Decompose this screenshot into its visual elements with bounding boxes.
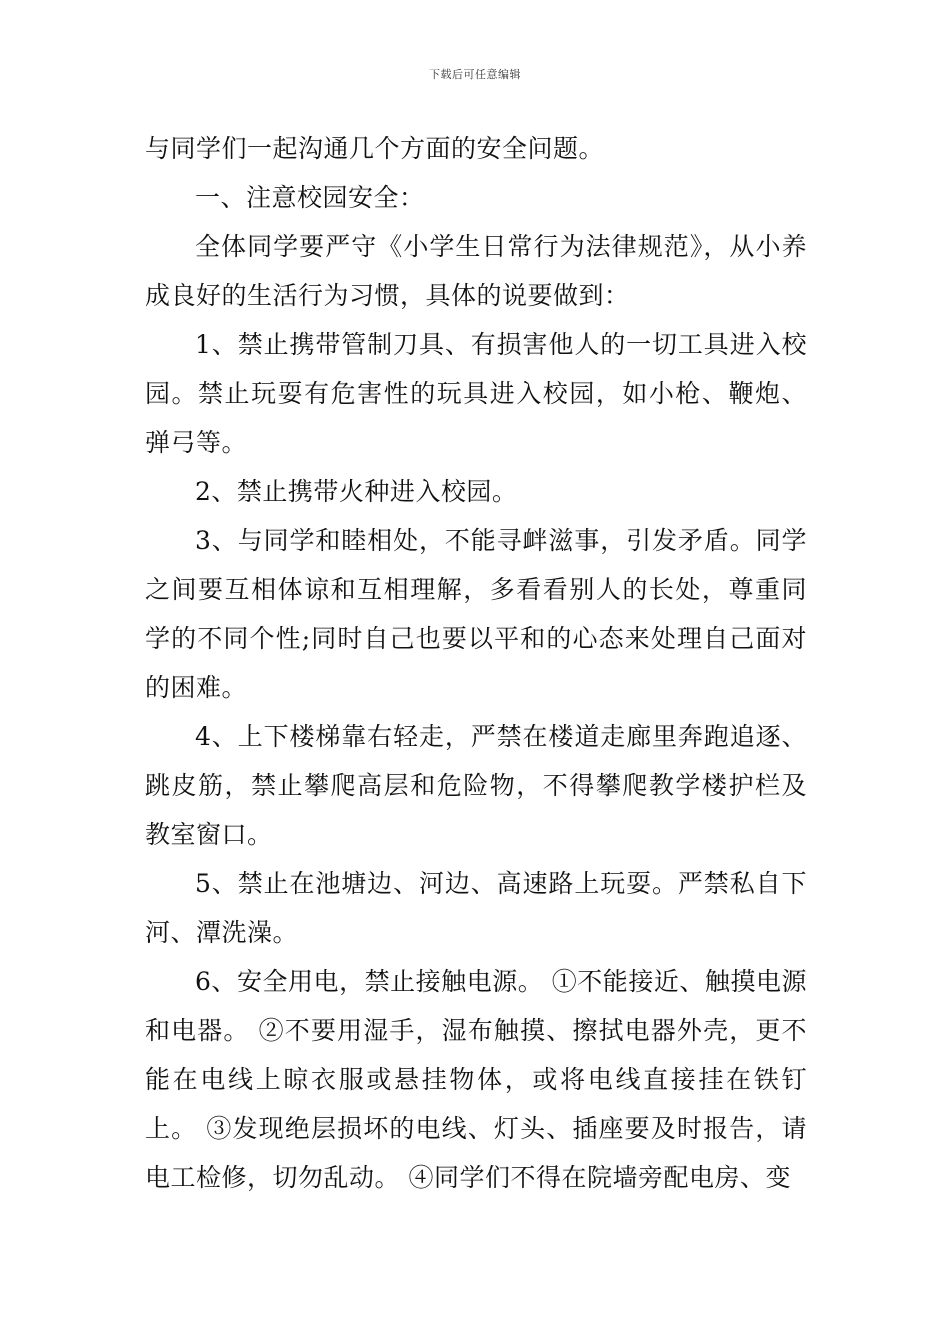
- paragraph-intro: 与同学们一起沟通几个方面的安全问题。: [145, 134, 605, 163]
- rule-item-5: 5、禁止在池塘边、河边、高速路上玩耍。严禁私自下河、潭洗澡。: [145, 869, 807, 947]
- rule-item-6: 6、安全用电，禁止接触电源。 ①不能接近、触摸电源和电器。 ②不要用湿手，湿布触摸、擦拭电器外壳，更不能在电线上晾衣服或悬挂物体，或将电线直接挂在铁钉上。 ③发现绝层损坏的电线、灯头、插座要及时报告，请电工检修，切勿乱动。 ④同学们不得在院墙旁配电房、变: [145, 967, 807, 1192]
- section-heading-campus-safety: 一、注意校园安全：: [195, 183, 425, 212]
- page-header: 下载后可任意编辑: [429, 68, 521, 81]
- rule-item-2: 2、禁止携带火种进入校园。: [195, 477, 518, 506]
- rule-item-1: 1、禁止携带管制刀具、有损害他人的一切工具进入校园。禁止玩耍有危害性的玩具进入校园，如小枪、鞭炮、弹弓等。: [145, 330, 807, 457]
- paragraph-rules-intro: 全体同学要严守《小学生日常行为法律规范》，从小养成良好的生活行为习惯，具体的说要做到：: [145, 232, 807, 310]
- document-body: [145, 124, 807, 1202]
- rule-item-3: 3、与同学和睦相处，不能寻衅滋事，引发矛盾。同学之间要互相体谅和互相理解，多看看别人的长处，尊重同学的不同个性;同时自己也要以平和的心态来处理自己面对的困难。: [145, 526, 807, 702]
- rule-item-4: 4、上下楼梯靠右轻走，严禁在楼道走廊里奔跑追逐、跳皮筋，禁止攀爬高层和危险物，不得攀爬教学楼护栏及教室窗口。: [145, 722, 807, 849]
